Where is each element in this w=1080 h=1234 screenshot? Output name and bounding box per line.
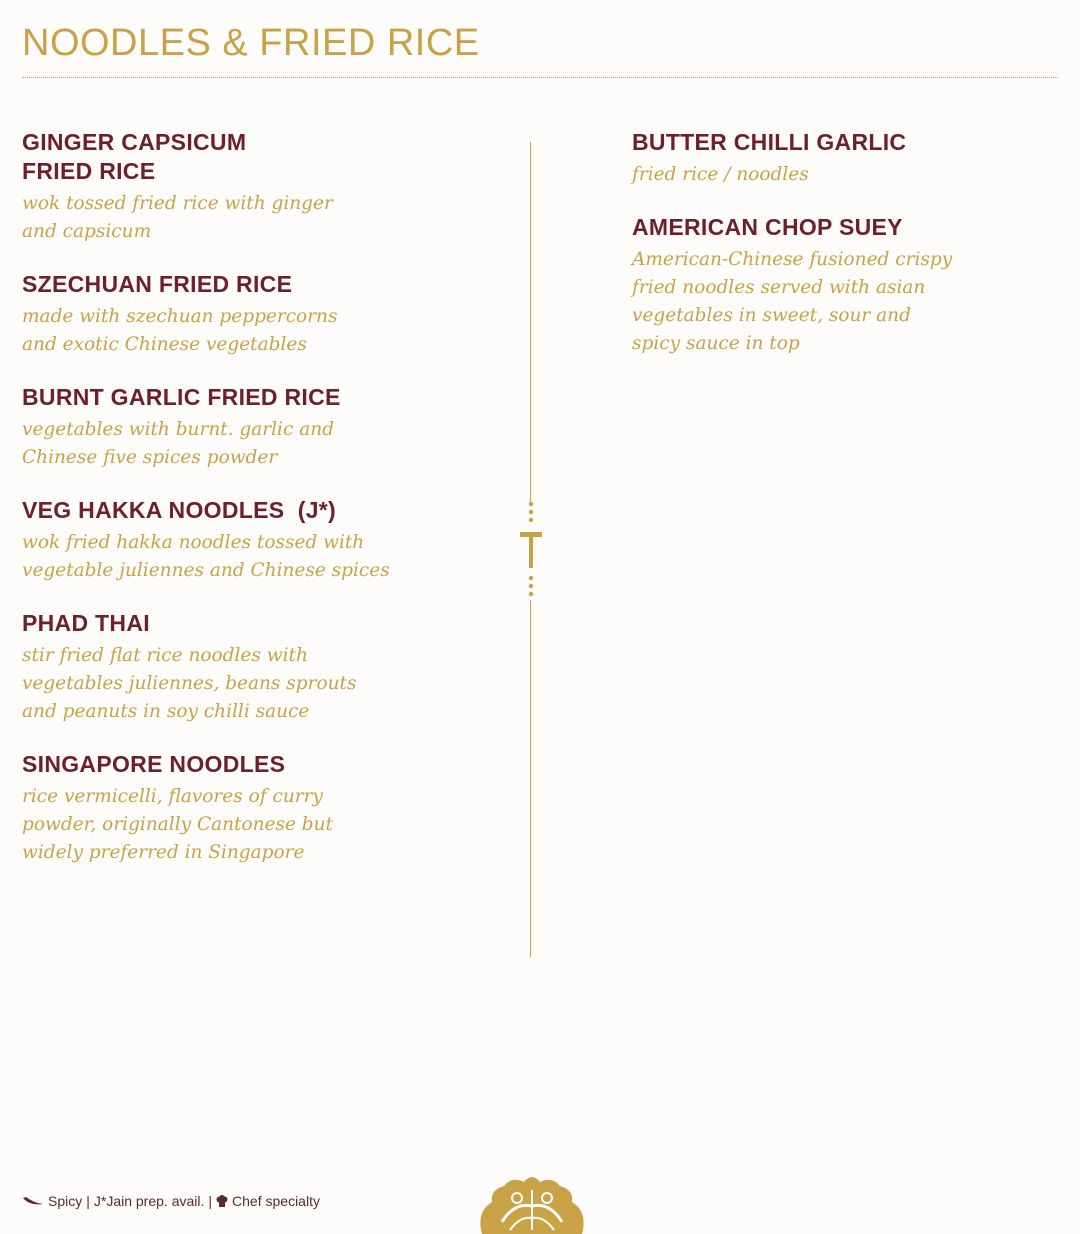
menu-item — [22, 496, 502, 585]
emblem-icon — [462, 1172, 602, 1234]
menu-item-name: SZECHUAN FRIED RICE — [22, 271, 293, 297]
legend-separator: | — [208, 1193, 213, 1209]
menu-item-name: BUTTER CHILLI GARLIC — [632, 129, 907, 155]
title-divider — [22, 77, 1058, 78]
menu-item-description: made with szechuan peppercorns and exotic Chinese vegetables — [22, 306, 338, 355]
chef-hat-icon — [216, 1195, 228, 1208]
menu-item-name: AMERICAN CHOP SUEY — [632, 214, 903, 240]
chilli-icon — [22, 1195, 44, 1207]
menu-column-right — [632, 128, 1052, 382]
menu-item — [22, 270, 502, 359]
ornament-icon — [514, 498, 548, 606]
menu-item-description: fried rice / noodles — [632, 164, 809, 185]
menu-item — [22, 128, 502, 246]
menu-item-name: GINGER CAPSICUM FRIED RICE — [22, 129, 247, 184]
legend-chef-specialty: Chef specialty — [232, 1193, 320, 1209]
footer-legend — [22, 1193, 320, 1209]
menu-item — [22, 609, 502, 726]
column-divider — [530, 600, 531, 957]
menu-item-description: rice vermicelli, flavores of curry powder, originally Cantonese but widely preferred in Singapore — [22, 786, 333, 863]
column-divider — [530, 142, 531, 502]
menu-item-name: PHAD THAI — [22, 610, 150, 636]
legend-jain: J*Jain prep. avail. — [93, 1193, 205, 1209]
menu-item-description: American-Chinese fusioned crispy fried noodles served with asian vegetables in sweet, sour and spicy sauce in top — [632, 249, 953, 354]
menu-item-description: wok tossed fried rice with ginger and capsicum — [22, 193, 333, 242]
menu-item — [22, 383, 502, 472]
menu-item-name: BURNT GARLIC FRIED RICE — [22, 384, 341, 410]
page-title: NOODLES & FRIED RICE — [22, 22, 480, 64]
menu-item-description: vegetables with burnt. garlic and Chinese five spices powder — [22, 419, 335, 468]
menu-item-name: SINGAPORE NOODLES — [22, 751, 286, 777]
menu-item-description: stir fried flat rice noodles with vegetables juliennes, beans sprouts and peanuts in soy chilli sauce — [22, 645, 357, 722]
menu-item — [632, 213, 1052, 358]
menu-item-description: wok fried hakka noodles tossed with vegetable juliennes and Chinese spices — [22, 532, 390, 581]
menu-item — [22, 750, 502, 867]
menu-column-left — [22, 128, 502, 891]
legend-spicy: Spicy — [48, 1193, 83, 1209]
menu-item-name: VEG HAKKA NOODLES (J*) — [22, 497, 337, 523]
legend-separator: | — [86, 1193, 90, 1209]
menu-item — [632, 128, 1052, 189]
